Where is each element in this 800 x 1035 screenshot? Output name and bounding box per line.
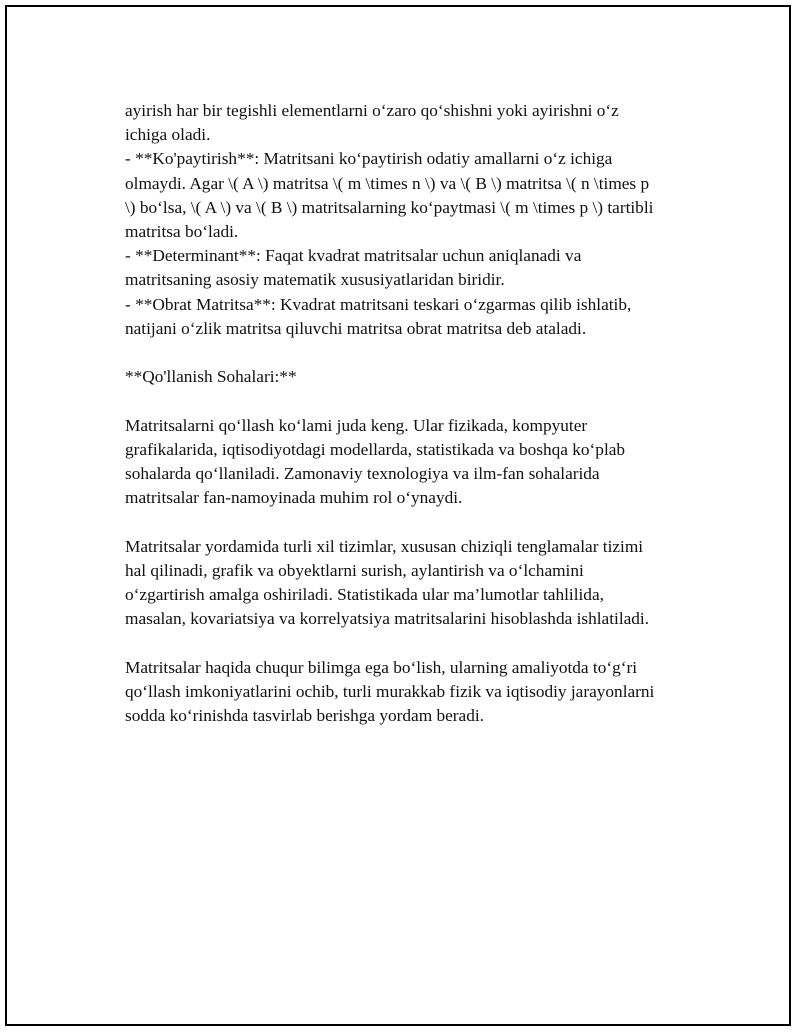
- text-line: matritsaning asosiy matematik xususiyatlaridan biridir.: [125, 270, 505, 290]
- text-line: natijani o‘zlik matritsa qiluvchi matritsa obrat matritsa deb ataladi.: [125, 318, 587, 338]
- text-line: matritsalar fan-namoyinada muhim rol o‘ynaydi.: [125, 488, 463, 508]
- text-line: Matritsalar yordamida turli xil tizimlar, xususan chiziqli tenglamalar tizimi: [125, 536, 644, 556]
- text-line: - **Ko'paytirish**: Matritsani ko‘paytirish odatiy amallarni o‘z ichiga: [125, 149, 613, 169]
- text-line: olmaydi. Agar \( A \) matritsa \( m \times n \) va \( B \) matritsa \( n \times p: [125, 173, 650, 193]
- text-line: - **Obrat Matritsa**: Kvadrat matritsani teskari o‘zgarmas qilib ishlatib,: [125, 294, 632, 314]
- text-line: - **Determinant**: Faqat kvadrat matritsalar uchun aniqlanadi va: [125, 246, 582, 266]
- text-line: ichiga oladi.: [125, 125, 211, 145]
- text-line: hal qilinadi, grafik va obyektlarni surish, aylantirish va o‘lchamini: [125, 560, 584, 580]
- text-line: **Qo'llanish Sohalari:**: [125, 367, 297, 387]
- paragraph-gap: [125, 631, 695, 655]
- text-line: qo‘llash imkoniyatlarini ochib, turli murakkab fizik va iqtisodiy jarayonlarni: [125, 681, 655, 701]
- text-line: \) bo‘lsa, \( A \) va \( B \) matritsalarning ko‘paytmasi \( m \times p \) tartibli: [125, 197, 654, 217]
- page-frame: [5, 5, 791, 1026]
- text-line: sohalarda qo‘llaniladi. Zamonaviy texnologiya va ilm-fan sohalarida: [125, 464, 600, 484]
- paragraph-gap: [125, 341, 695, 365]
- paragraph-conclusion: [125, 656, 695, 729]
- text-line: grafikalarida, iqtisodiyotdagi modellarda, statistikada va boshqa ko‘plab: [125, 439, 626, 459]
- document-body: [125, 99, 695, 728]
- text-line: Matritsalar haqida chuqur bilimga ega bo‘lish, ularning amaliyotda to‘g‘ri: [125, 657, 638, 677]
- text-line: masalan, kovariatsiya va korrelyatsiya matritsalarini hisoblashda ishlatiladi.: [125, 609, 650, 629]
- paragraph-operations: [125, 99, 695, 341]
- text-line: Matritsalarni qo‘llash ko‘lami juda keng. Ular fizikada, kompyuter: [125, 415, 588, 435]
- paragraph-systems: [125, 535, 695, 632]
- text-line: matritsa bo‘ladi.: [125, 222, 239, 242]
- paragraph-applications: [125, 414, 695, 511]
- section-heading: [125, 365, 695, 389]
- text-line: sodda ko‘rinishda tasvirlab berishga yordam beradi.: [125, 706, 484, 726]
- paragraph-gap: [125, 389, 695, 413]
- text-line: o‘zgartirish amalga oshiriladi. Statistikada ular ma’lumotlar tahlilida,: [125, 585, 604, 605]
- paragraph-gap: [125, 510, 695, 534]
- text-line: ayirish har bir tegishli elementlarni o‘zaro qo‘shishni yoki ayirishni o‘z: [125, 101, 619, 120]
